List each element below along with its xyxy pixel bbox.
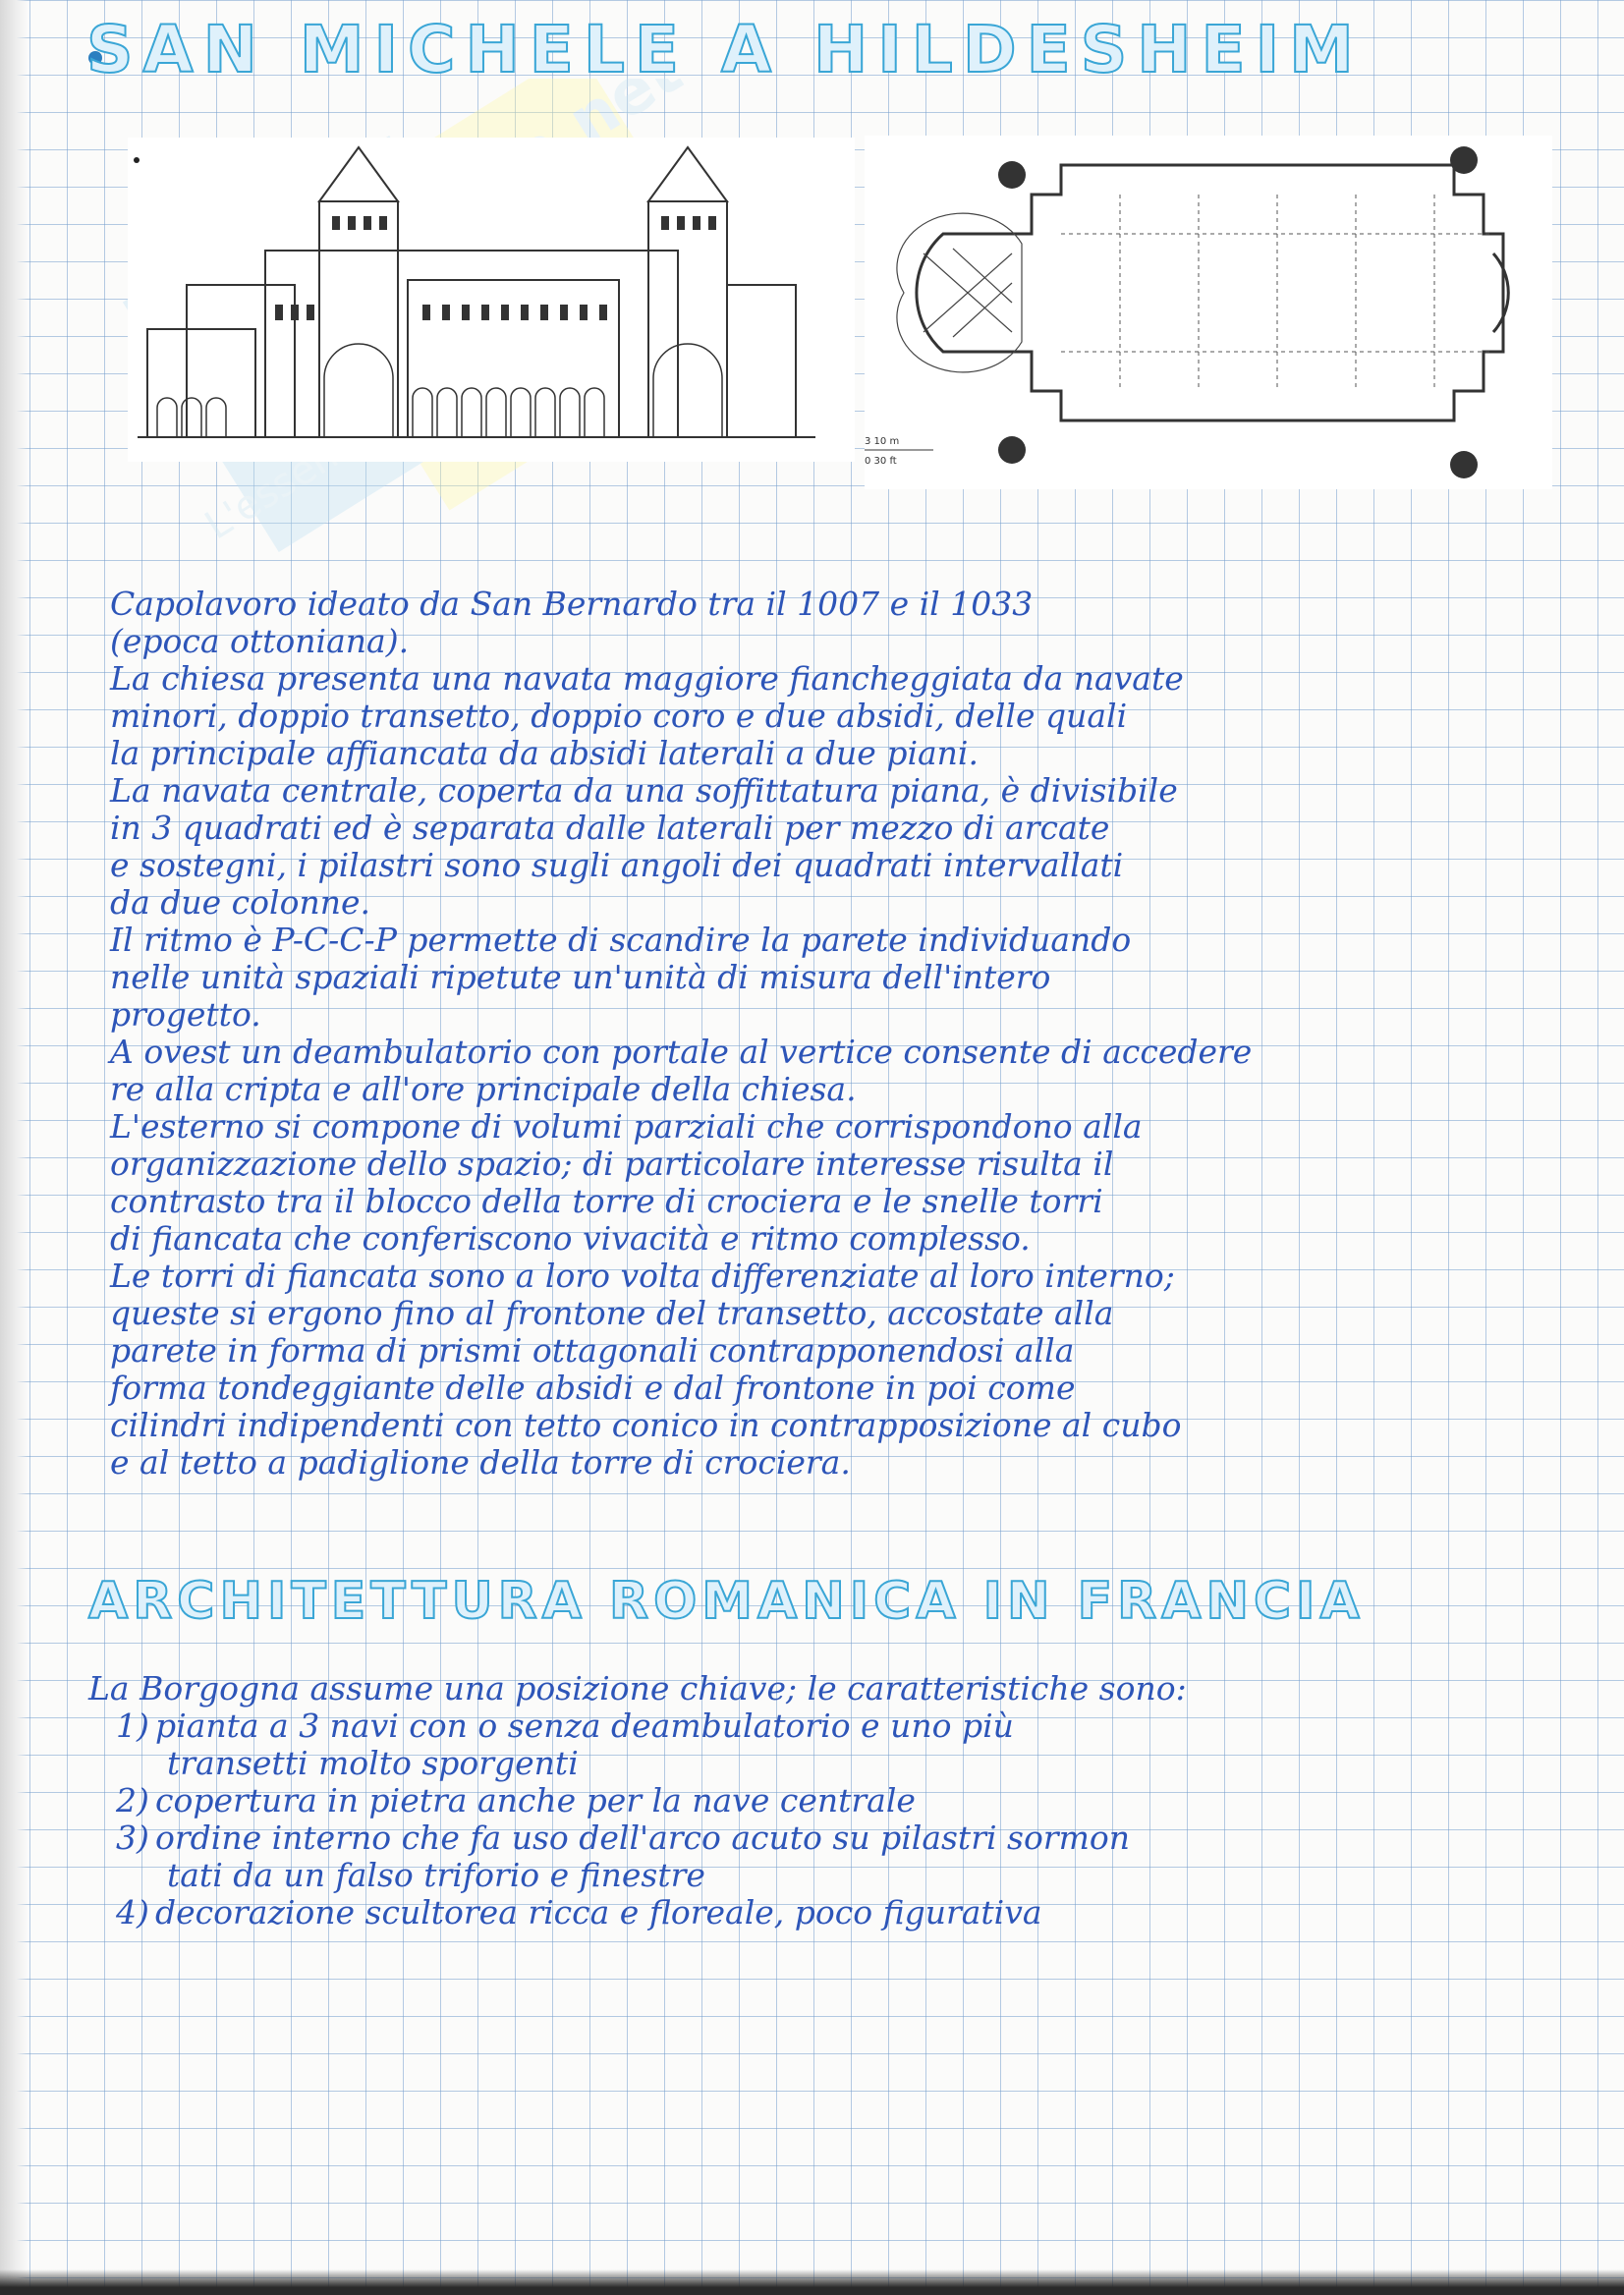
text-line: La navata centrale, coperta da una soffittatura piana, è divisibile	[110, 771, 1178, 810]
list-item	[116, 1707, 1130, 1745]
list-item	[116, 1782, 1130, 1819]
church-floor-plan-image	[865, 136, 1552, 489]
text-line: la principale affiancata da absidi laterali a due piani.	[110, 734, 979, 772]
text-line: queste si ergono fino al frontone del transetto, accostate alla	[110, 1294, 1114, 1332]
section-2-heading: ARCHITETTURA ROMANICA IN FRANCIA	[88, 1572, 1365, 1631]
list-item-continuation: transetti molto sporgenti	[167, 1744, 579, 1782]
list-item-text: copertura in pietra anche per la nave centrale	[155, 1781, 916, 1819]
elevation-drawing	[128, 138, 855, 462]
text-line: Capolavoro ideato da San Bernardo tra il 1007 e il 1033	[110, 585, 1034, 623]
text-line: contrasto tra il blocco della torre di crociera e le snelle torri	[110, 1182, 1103, 1220]
church-elevation-image	[128, 138, 855, 462]
list-item-text: ordine interno che fa uso dell'arco acuto su pilastri sormon	[155, 1819, 1130, 1857]
plan-scale-top: 3 10 m	[865, 436, 900, 447]
text-line: re alla cripta e all'ore principale della chiesa.	[110, 1070, 857, 1108]
text-line: e al tetto a padiglione della torre di crociera.	[110, 1443, 851, 1482]
notebook-binding-edge	[0, 0, 28, 2295]
characteristics-list	[116, 1707, 1130, 1931]
text-line: Le torri di fiancata sono a loro volta differenziate al loro interno;	[110, 1257, 1175, 1295]
list-item-text: pianta a 3 navi con o senza deambulatorio e uno più	[155, 1707, 1014, 1745]
list-item-text: decorazione scultorea ricca e floreale, poco figurativa	[155, 1893, 1042, 1931]
floor-plan-drawing	[865, 136, 1552, 489]
text-line: e sostegni, i pilastri sono sugli angoli dei quadrati intervallati	[110, 846, 1124, 884]
text-line: in 3 quadrati ed è separata dalle laterali per mezzo di arcate	[110, 809, 1110, 847]
plan-scale-bottom: 0 30 ft	[865, 456, 897, 467]
section-1-text	[110, 586, 1252, 1482]
page-title: SAN MICHELE A HILDESHEIM	[86, 12, 1364, 87]
text-line: cilindri indipendenti con tetto conico in contrapposizione al cubo	[110, 1406, 1182, 1444]
list-item	[116, 1894, 1130, 1931]
text-line: nelle unità spaziali ripetute un'unità di misura dell'intero	[110, 958, 1051, 996]
text-line: organizzazione dello spazio; di particolare interesse risulta il	[110, 1145, 1114, 1183]
list-item-number: 1)	[116, 1707, 149, 1745]
text-line: da due colonne.	[110, 883, 370, 922]
text-line: (epoca ottoniana).	[110, 622, 410, 660]
page-bottom-edge	[0, 2269, 1624, 2295]
list-item	[116, 1819, 1130, 1857]
text-line: forma tondeggiante delle absidi e dal frontone in poi come	[110, 1369, 1076, 1407]
text-line: di fiancata che conferiscono vivacità e ritmo complesso.	[110, 1219, 1031, 1258]
text-line: A ovest un deambulatorio con portale al vertice consente di accedere	[110, 1033, 1253, 1071]
text-line: progetto.	[110, 995, 261, 1034]
list-item-number: 3)	[116, 1819, 149, 1857]
list-item-continuation: tati da un falso triforio e finestre	[167, 1856, 705, 1894]
list-item-number: 2)	[116, 1781, 149, 1819]
figure-marker-dot	[134, 157, 140, 163]
list-item-number: 4)	[116, 1893, 149, 1931]
text-line: Il ritmo è P-C-C-P permette di scandire la parete individuando	[110, 921, 1132, 959]
text-line: L'esterno si compone di volumi parziali che corrispondono alla	[110, 1107, 1143, 1146]
text-line: minori, doppio transetto, doppio coro e due absidi, delle quali	[110, 697, 1128, 735]
text-line: parete in forma di prismi ottagonali contrapponendosi alla	[110, 1331, 1075, 1370]
text-line: La chiesa presenta una navata maggiore fiancheggiata da navate	[110, 659, 1184, 698]
section-2-intro: La Borgogna assume una posizione chiave; le caratteristiche sono:	[88, 1669, 1187, 1707]
